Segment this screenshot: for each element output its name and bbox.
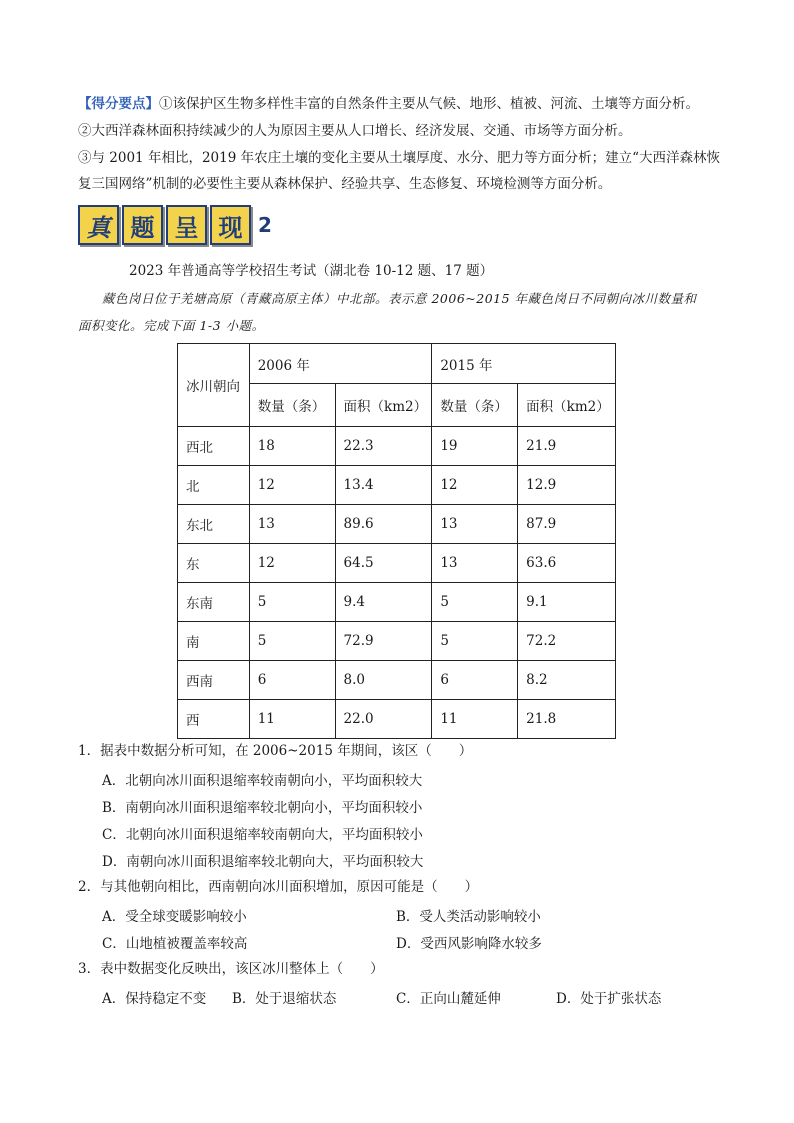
question-1-option-d[interactable]: D．南朝向冰川面积退缩率较北朝向大，平均面积较大 xyxy=(102,854,424,870)
question-1-option-b[interactable]: B．南朝向冰川面积退缩率较北朝向小，平均面积较小 xyxy=(102,800,423,816)
question-1-stem: 1．据表中数据分析可知，在 2006~2015 年期间，该区（ ） xyxy=(78,743,473,759)
cell-area-2006: 22.0 xyxy=(335,700,432,739)
cell-area-2006: 22.3 xyxy=(335,427,432,466)
analysis-point-3-line-1: ③与 2001 年相比，2019 年农庄土壤的变化主要从土壤厚度、水分、肥力等方面分析；建立“大西洋森林恢 xyxy=(78,150,720,166)
intro-line-1: 藏色岗日位于羌塘高原（青藏高原主体）中北部。表示意 2006~2015 年藏色岗日不同朝向冰川数量和 xyxy=(102,291,697,306)
cell-direction: 西南 xyxy=(178,661,250,700)
table-row xyxy=(178,661,616,700)
table-row xyxy=(178,505,616,544)
cell-count-2006: 11 xyxy=(249,700,335,739)
cell-count-2006: 5 xyxy=(249,583,335,622)
table-row xyxy=(178,583,616,622)
question-3-option-b[interactable]: B．处于退缩状态 xyxy=(232,991,337,1007)
question-3-option-c[interactable]: C．正向山麓延伸 xyxy=(396,991,501,1007)
cell-direction: 北 xyxy=(178,466,250,505)
cell-count-2015: 19 xyxy=(432,427,518,466)
exam-source: 2023 年普通高等学校招生考试（湖北卷 10-12 题、17 题） xyxy=(129,263,494,279)
cell-area-2006: 13.4 xyxy=(335,466,432,505)
cell-area-2006: 9.4 xyxy=(335,583,432,622)
cell-count-2006: 12 xyxy=(249,466,335,505)
subheader-count-2006: 数量（条） xyxy=(249,384,335,427)
cell-area-2015: 12.9 xyxy=(518,466,616,505)
analysis-heading: 【得分要点】 xyxy=(78,96,159,112)
subheader-count-2015: 数量（条） xyxy=(432,384,518,427)
question-2-option-d[interactable]: D．受西风影响降水较多 xyxy=(396,936,542,952)
cell-direction: 东南 xyxy=(178,583,250,622)
cell-area-2006: 89.6 xyxy=(335,505,432,544)
cell-count-2015: 5 xyxy=(432,583,518,622)
cell-count-2006: 12 xyxy=(249,544,335,583)
year-header-2006: 2006 年 xyxy=(249,344,432,384)
intro-line-2: 面积变化。完成下面 1-3 小题。 xyxy=(78,318,265,333)
analysis-point-3-line-2: 复三国网络”机制的必要性主要从森林保护、经验共享、生态修复、环境检测等方面分析。 xyxy=(78,176,612,192)
question-2-option-a[interactable]: A．受全球变暖影响较小 xyxy=(102,909,247,925)
cell-count-2015: 13 xyxy=(432,505,518,544)
cell-area-2006: 8.0 xyxy=(335,661,432,700)
cell-count-2006: 18 xyxy=(249,427,335,466)
table-row xyxy=(178,427,616,466)
question-3-option-d[interactable]: D．处于扩张状态 xyxy=(556,991,662,1007)
table-row xyxy=(178,544,616,583)
question-3-stem: 3．表中数据变化反映出，该区冰川整体上（ ） xyxy=(78,961,384,977)
badge-char-1: 真 xyxy=(78,205,119,245)
question-2-stem: 2．与其他朝向相比，西南朝向冰川面积增加，原因可能是（ ） xyxy=(78,879,479,895)
badge-char-4: 现 xyxy=(210,205,251,245)
analysis-point-1: ①该保护区生物多样性丰富的自然条件主要从气候、地形、植被、河流、土壤等方面分析。 xyxy=(159,96,699,112)
question-2-option-c[interactable]: C．山地植被覆盖率较高 xyxy=(102,936,248,952)
cell-area-2006: 72.9 xyxy=(335,622,432,661)
analysis-line-1 xyxy=(78,94,699,114)
cell-area-2015: 21.8 xyxy=(518,700,616,739)
cell-count-2015: 13 xyxy=(432,544,518,583)
cell-area-2015: 72.2 xyxy=(518,622,616,661)
table-corner-header: 冰川朝向 xyxy=(178,344,250,427)
badge-char-2: 题 xyxy=(122,205,163,245)
cell-area-2006: 64.5 xyxy=(335,544,432,583)
table-row xyxy=(178,466,616,505)
cell-direction: 东北 xyxy=(178,505,250,544)
question-1-option-c[interactable]: C．北朝向冰川面积退缩率较南朝向大，平均面积较小 xyxy=(102,827,423,843)
cell-count-2015: 6 xyxy=(432,661,518,700)
glacier-table xyxy=(177,343,616,739)
section-badge xyxy=(78,205,251,245)
cell-area-2015: 87.9 xyxy=(518,505,616,544)
subheader-area-2006: 面积（km2） xyxy=(335,384,432,427)
cell-direction: 西北 xyxy=(178,427,250,466)
cell-count-2015: 5 xyxy=(432,622,518,661)
cell-count-2015: 11 xyxy=(432,700,518,739)
year-header-2015: 2015 年 xyxy=(432,344,616,384)
cell-direction: 西 xyxy=(178,700,250,739)
question-3-option-a[interactable]: A．保持稳定不变 xyxy=(102,991,207,1007)
cell-count-2006: 5 xyxy=(249,622,335,661)
cell-count-2015: 12 xyxy=(432,466,518,505)
cell-area-2015: 8.2 xyxy=(518,661,616,700)
table-row xyxy=(178,622,616,661)
badge-char-3: 呈 xyxy=(166,205,207,245)
cell-direction: 东 xyxy=(178,544,250,583)
question-2-option-b[interactable]: B．受人类活动影响较小 xyxy=(396,909,541,925)
cell-count-2006: 13 xyxy=(249,505,335,544)
section-number: 2 xyxy=(258,213,272,237)
cell-direction: 南 xyxy=(178,622,250,661)
table-header-row xyxy=(178,344,616,384)
question-1-option-a[interactable]: A．北朝向冰川面积退缩率较南朝向小，平均面积较大 xyxy=(102,773,423,789)
cell-count-2006: 6 xyxy=(249,661,335,700)
cell-area-2015: 63.6 xyxy=(518,544,616,583)
subheader-area-2015: 面积（km2） xyxy=(518,384,616,427)
analysis-point-2: ②大西洋森林面积持续减少的人为原因主要从人口增长、经济发展、交通、市场等方面分析。 xyxy=(78,123,632,139)
cell-area-2015: 9.1 xyxy=(518,583,616,622)
table-row xyxy=(178,700,616,739)
cell-area-2015: 21.9 xyxy=(518,427,616,466)
